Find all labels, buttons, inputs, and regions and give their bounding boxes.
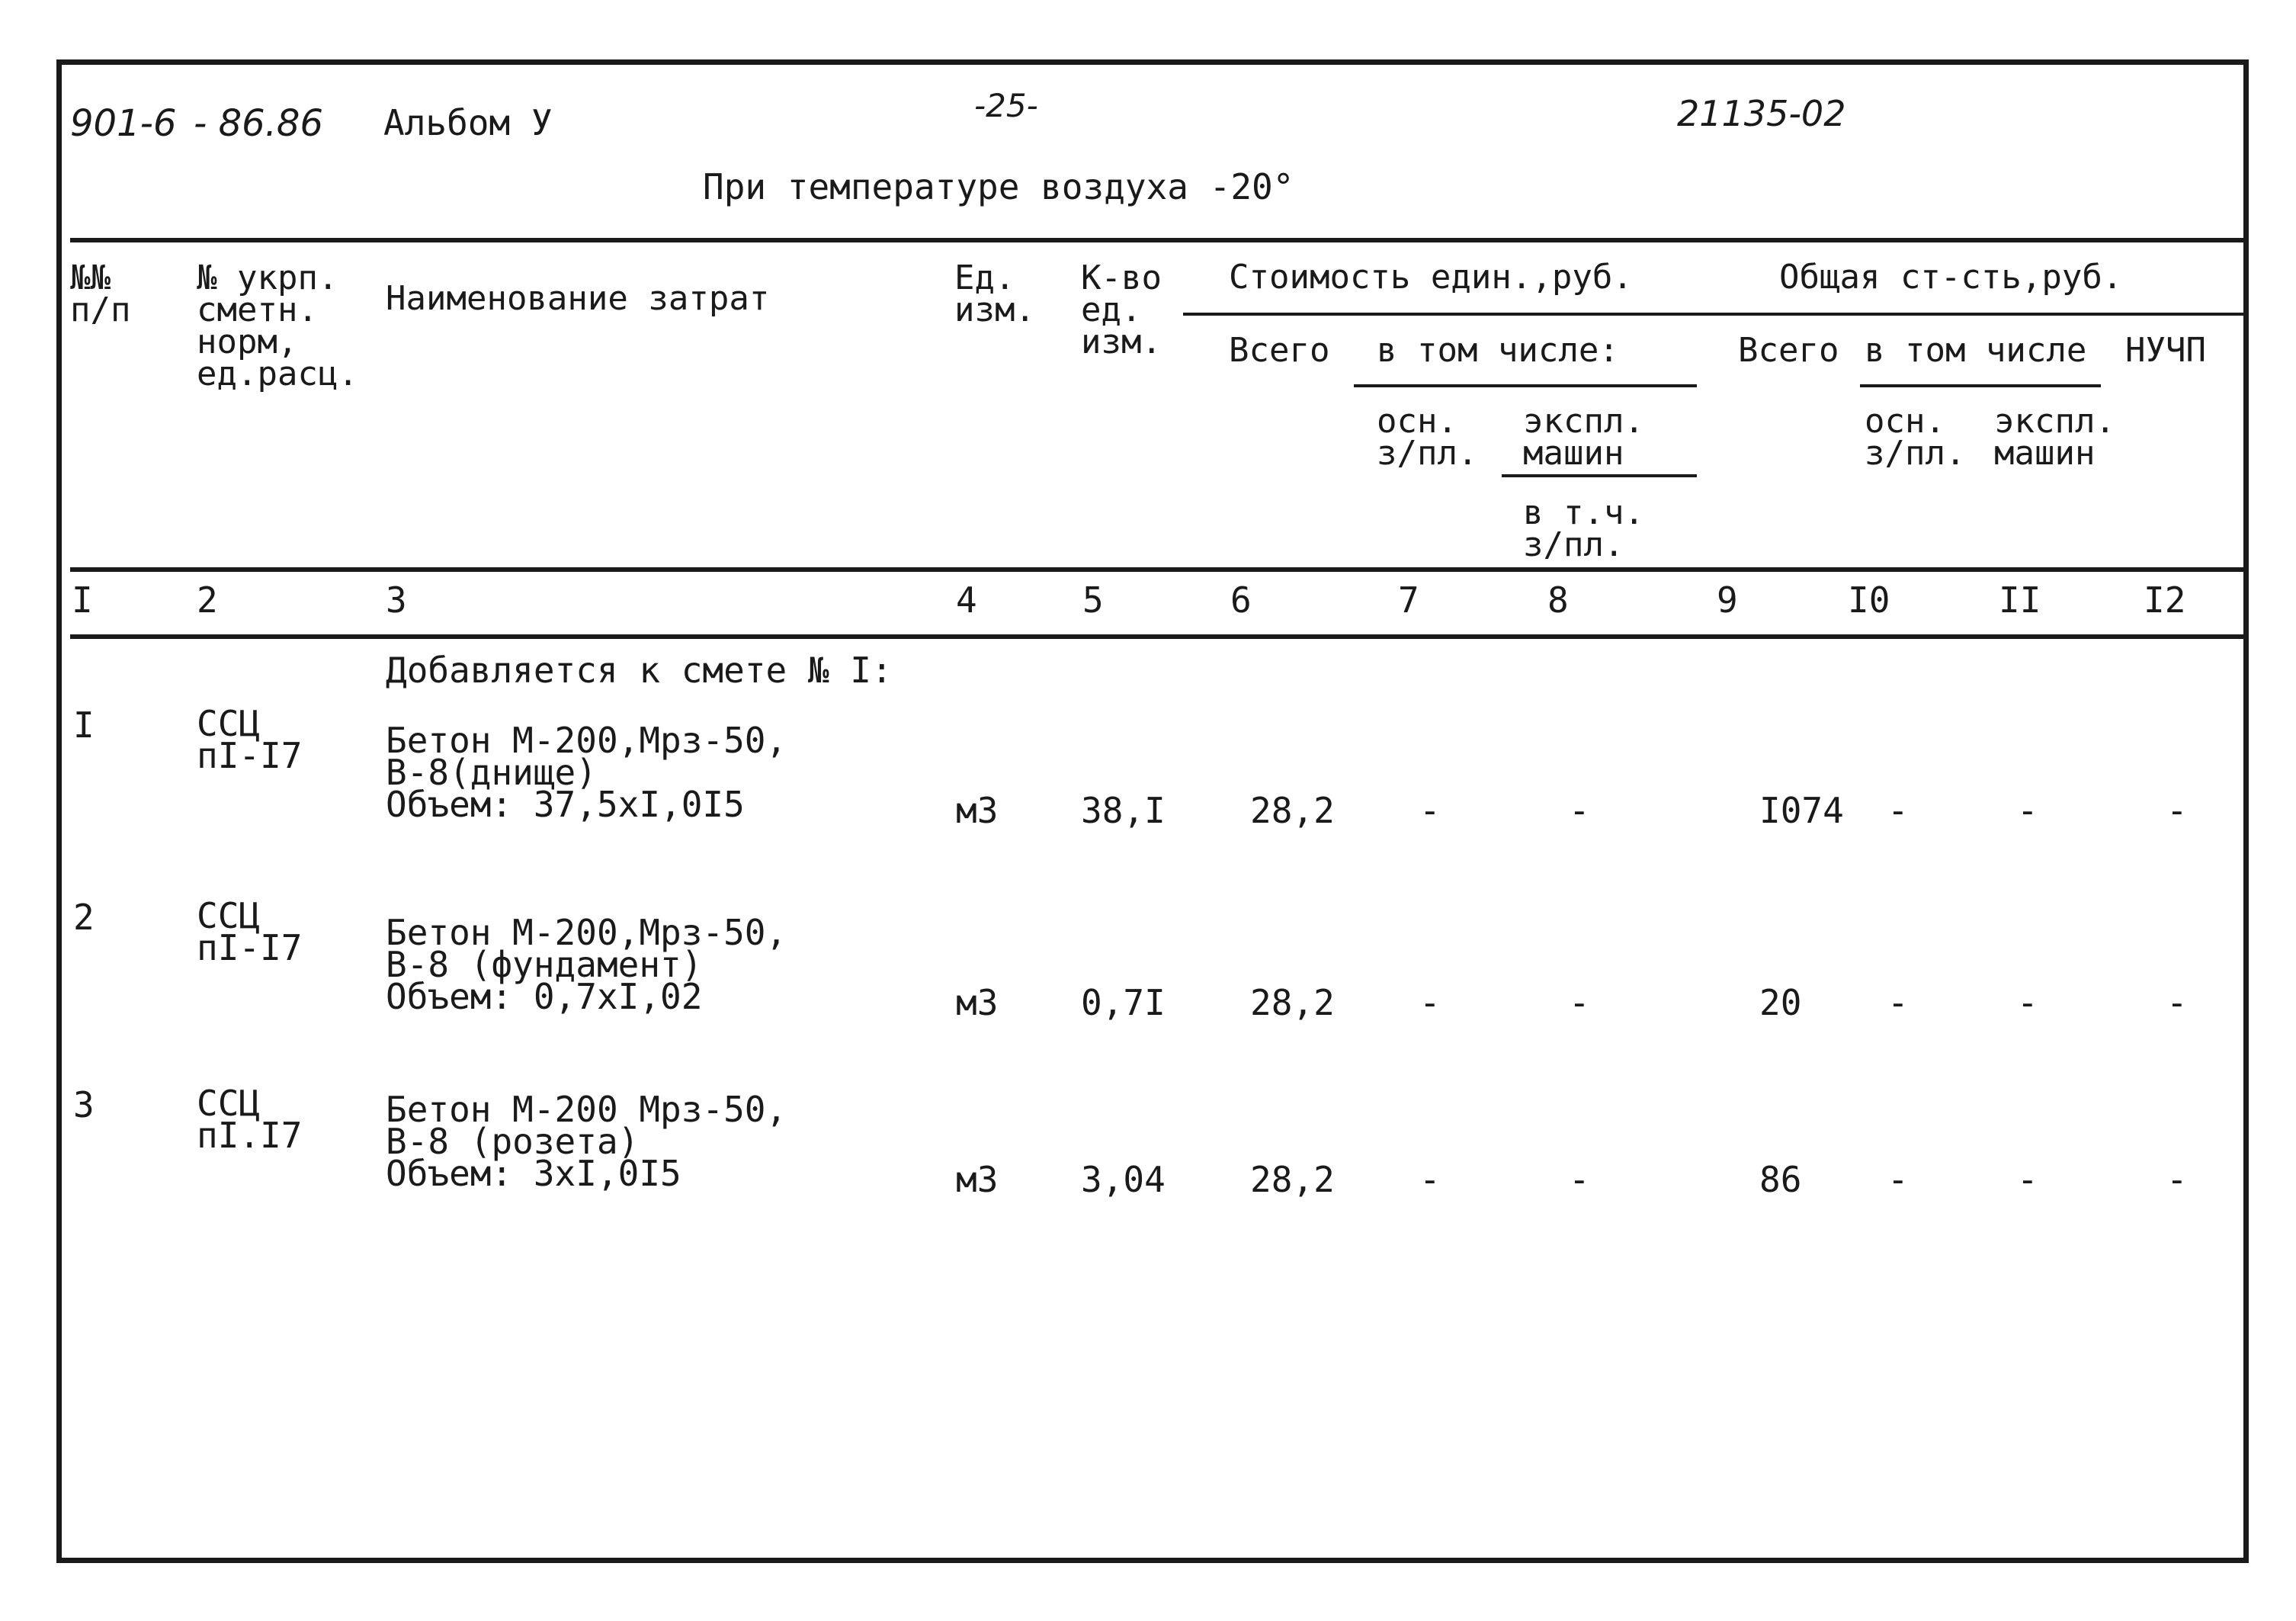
header-unit-incl: в том числе: bbox=[1377, 331, 1619, 370]
header-tot-machines: экспл. машин bbox=[1994, 402, 2115, 473]
row-3-unit-base-pay: - bbox=[1419, 1159, 1441, 1200]
page-number: -25- bbox=[974, 87, 1038, 124]
doc-code-suffix: - 86.86 bbox=[194, 102, 323, 145]
col-number-10: I0 bbox=[1848, 579, 1890, 621]
unit-machines-rule bbox=[1502, 474, 1697, 477]
row-2-num: 2 bbox=[73, 897, 95, 938]
col-number-5: 5 bbox=[1082, 579, 1104, 621]
header-col-unit: Ед. изм. bbox=[954, 258, 1035, 329]
col-number-9: 9 bbox=[1717, 579, 1738, 621]
header-nuchp: НУЧП bbox=[2125, 331, 2206, 370]
row-2-name: Бетон М-200,Мрз-50, В-8 (фундамент) Объем: 0,7хI,02 bbox=[386, 912, 787, 1017]
row-3-unit-machines: - bbox=[1569, 1159, 1590, 1200]
row-2-unit-base-pay: - bbox=[1419, 982, 1441, 1023]
row-1-unit-base-pay: - bbox=[1419, 790, 1441, 831]
row-3-norm: ССЦ пI.I7 bbox=[197, 1083, 303, 1156]
row-1-unit: м3 bbox=[956, 790, 999, 831]
header-unit-base-pay: осн. з/пл. bbox=[1377, 402, 1478, 473]
col-number-2: 2 bbox=[197, 579, 218, 621]
row-1-norm: ССЦ пI-I7 bbox=[197, 703, 303, 776]
row-3-unit: м3 bbox=[956, 1159, 999, 1200]
row-1-qty: 38,I bbox=[1081, 790, 1166, 831]
row-1-nuchp: - bbox=[2166, 790, 2188, 831]
group-header-rule bbox=[1183, 313, 2249, 316]
album-label: Альбом У bbox=[383, 102, 553, 143]
row-2-tot-total: 20 bbox=[1759, 982, 1802, 1023]
col-number-11: II bbox=[1999, 579, 2041, 621]
header-unit-cost-group: Стоимость един.,руб. bbox=[1229, 258, 1633, 297]
header-col-qty: К-во ед. изм. bbox=[1081, 258, 1162, 361]
col-number-6: 6 bbox=[1230, 579, 1252, 621]
row-2-qty: 0,7I bbox=[1081, 982, 1166, 1023]
section-title: Добавляется к смете № I: bbox=[386, 650, 893, 691]
row-1-tot-total: I074 bbox=[1759, 790, 1844, 831]
row-1-unit-machines: - bbox=[1569, 790, 1590, 831]
row-1-num: I bbox=[73, 705, 95, 746]
row-3-qty: 3,04 bbox=[1081, 1159, 1166, 1200]
row-1-name: Бетон М-200,Мрз-50, В-8(днище) Объем: 37,5хI,0I5 bbox=[386, 720, 787, 825]
col-number-12: I2 bbox=[2144, 579, 2186, 621]
header-total-cost-group: Общая ст-сть,руб. bbox=[1779, 258, 2123, 297]
row-2-unit-machines: - bbox=[1569, 982, 1590, 1023]
row-3-unit-total: 28,2 bbox=[1250, 1159, 1335, 1200]
header-bottom-rule bbox=[70, 567, 2249, 572]
header-tot-incl: в том числе bbox=[1865, 331, 2087, 370]
row-3-nuchp: - bbox=[2166, 1159, 2188, 1200]
header-col-num: №№ п/п bbox=[70, 258, 131, 329]
header-col-name: Наименование затрат bbox=[386, 279, 770, 318]
row-1-unit-total: 28,2 bbox=[1250, 790, 1335, 831]
numbers-bottom-rule bbox=[70, 634, 2249, 639]
row-3-name: Бетон М-200 Мрз-50, В-8 (розета) Объем: 3хI,0I5 bbox=[386, 1089, 787, 1194]
row-2-unit: м3 bbox=[956, 982, 999, 1023]
row-2-tot-machines: - bbox=[2017, 982, 2038, 1023]
header-unit-incl-pay: в т.ч. з/пл. bbox=[1523, 493, 1644, 564]
row-3-num: 3 bbox=[73, 1084, 95, 1125]
row-3-tot-total: 86 bbox=[1759, 1159, 1802, 1200]
header-unit-machines: экспл. машин bbox=[1523, 402, 1644, 473]
row-2-unit-total: 28,2 bbox=[1250, 982, 1335, 1023]
row-2-norm: ССЦ пI-I7 bbox=[197, 895, 303, 968]
doc-number: 21135-02 bbox=[1677, 93, 1846, 134]
header-col-norm: № укрп. сметн. норм, ед.расц. bbox=[197, 258, 358, 393]
doc-code: 901-6 bbox=[70, 102, 177, 145]
col-number-7: 7 bbox=[1398, 579, 1419, 621]
header-tot-base-pay: осн. з/пл. bbox=[1865, 402, 1966, 473]
row-2-nuchp: - bbox=[2166, 982, 2188, 1023]
row-1-tot-machines: - bbox=[2017, 790, 2038, 831]
unit-incl-rule bbox=[1354, 384, 1697, 387]
row-1-tot-base-pay: - bbox=[1887, 790, 1909, 831]
col-number-1: I bbox=[72, 579, 93, 621]
row-3-tot-base-pay: - bbox=[1887, 1159, 1909, 1200]
col-number-4: 4 bbox=[956, 579, 977, 621]
row-2-tot-base-pay: - bbox=[1887, 982, 1909, 1023]
col-number-3: 3 bbox=[386, 579, 407, 621]
header-unit-total: Всего bbox=[1229, 331, 1330, 370]
header-tot-total: Всего bbox=[1738, 331, 1839, 370]
page-subtitle: При температуре воздуха -20° bbox=[703, 166, 1294, 207]
table-top-rule bbox=[70, 238, 2249, 242]
col-number-8: 8 bbox=[1547, 579, 1569, 621]
row-3-tot-machines: - bbox=[2017, 1159, 2038, 1200]
total-incl-rule bbox=[1860, 384, 2101, 387]
